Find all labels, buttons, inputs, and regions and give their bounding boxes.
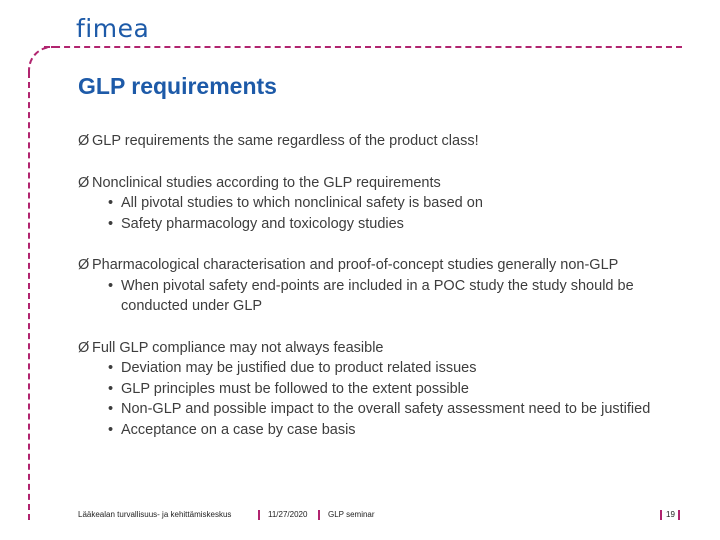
sub-point xyxy=(78,193,658,214)
sub-point xyxy=(78,276,658,317)
bullet-icon: • xyxy=(108,215,114,232)
sub-point-text: Safety pharmacology and toxicology studies xyxy=(121,215,404,232)
point-text: Nonclinical studies according to the GLP requirements xyxy=(92,174,441,191)
sub-point-text: Deviation may be justified due to product related issues xyxy=(121,360,477,376)
sub-point-text: Non-GLP and possible impact to the overall safety assessment need to be justified xyxy=(121,401,651,417)
footer-separator xyxy=(318,510,320,520)
sub-point-text: GLP principles must be followed to the extent possible xyxy=(121,380,469,397)
dashed-divider-horizontal xyxy=(44,46,682,48)
bullet-icon: • xyxy=(108,277,114,294)
sub-point-text: Acceptance on a case by case basis xyxy=(121,421,356,438)
point-text: Full GLP compliance may not always feasible xyxy=(92,339,384,356)
sub-point xyxy=(78,399,658,420)
dashed-divider-corner xyxy=(28,46,58,76)
arrow-bullet-icon: Ø xyxy=(78,133,90,149)
arrow-bullet-icon: Ø xyxy=(78,257,90,273)
sub-point-text: All pivotal studies to which nonclinical safety is based on xyxy=(121,195,483,211)
sub-point xyxy=(78,214,658,235)
bullet-icon: • xyxy=(108,195,114,211)
bullet-icon: • xyxy=(108,360,114,376)
sub-point-text: When pivotal safety end-points are included in a POC study the study should be conducted under GLP xyxy=(121,277,634,314)
footer-separator xyxy=(258,510,260,520)
bullet-icon: • xyxy=(108,401,114,417)
sub-point xyxy=(78,420,658,441)
arrow-bullet-icon: Ø xyxy=(78,174,90,191)
slide-title: GLP requirements xyxy=(78,73,277,99)
footer-organization: Lääkealan turvallisuus- ja kehittämiskeskus xyxy=(78,510,232,519)
page-number: 19 xyxy=(666,510,675,519)
point-text: Pharmacological characterisation and proof-of-concept studies generally non-GLP xyxy=(92,257,619,273)
sub-point xyxy=(78,358,658,379)
bullet-point-3 xyxy=(78,255,658,317)
point-text: GLP requirements the same regardless of the product class! xyxy=(92,133,479,149)
bullet-icon: • xyxy=(108,380,114,397)
fimea-logo: fimea xyxy=(76,14,150,43)
bullet-point-4 xyxy=(78,338,658,441)
bullet-point-2 xyxy=(78,173,658,235)
sub-point xyxy=(78,379,658,400)
footer-separator xyxy=(678,510,680,520)
dashed-divider-vertical xyxy=(28,72,30,520)
arrow-bullet-icon: Ø xyxy=(78,339,90,356)
bullet-icon: • xyxy=(108,421,114,438)
slide-footer xyxy=(78,509,682,523)
slide-content xyxy=(78,131,658,461)
bullet-point-1 xyxy=(78,131,658,152)
footer-date: 11/27/2020 xyxy=(268,510,308,519)
footer-separator xyxy=(660,510,662,520)
footer-event: GLP seminar xyxy=(328,510,375,519)
